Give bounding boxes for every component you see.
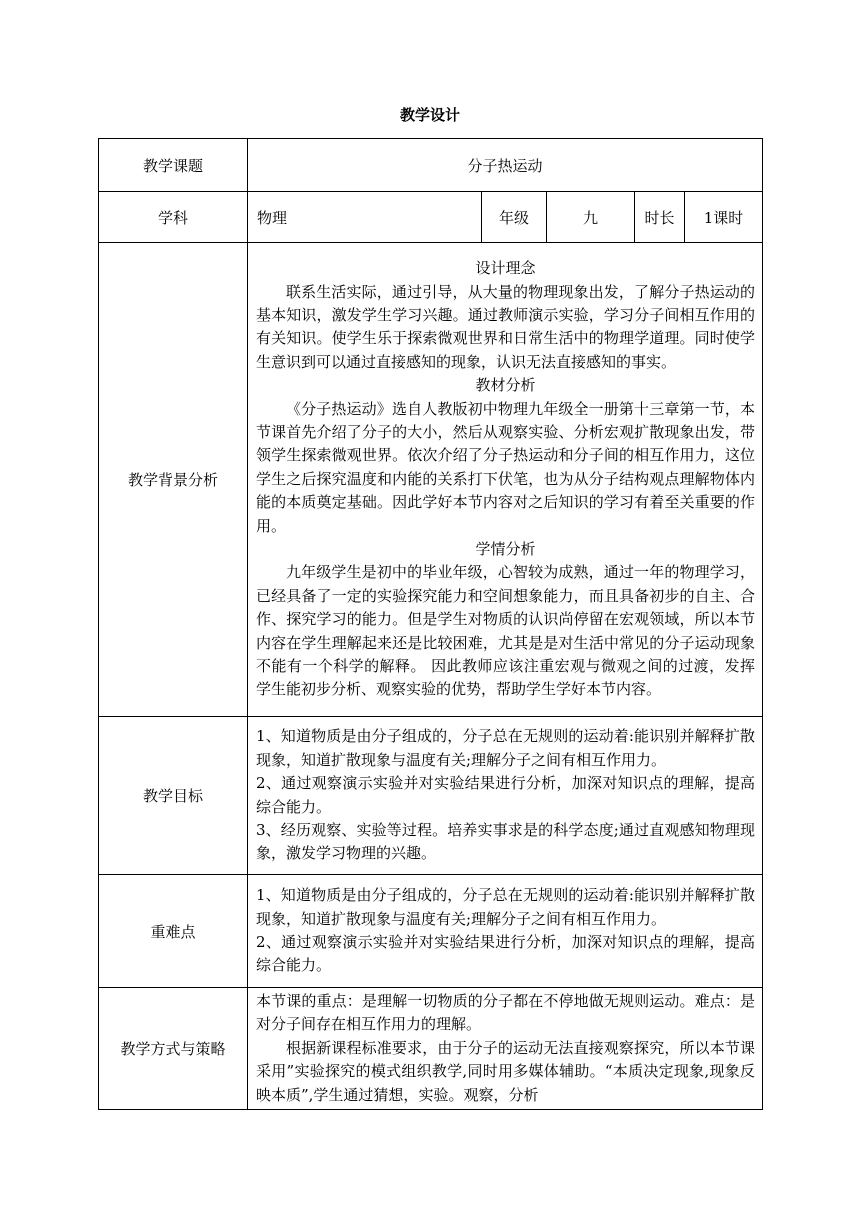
key-point-item: 2、通过观察演示实验并对实验结果进行分析，加深对知识点的理解，提高综合能力。 bbox=[256, 933, 755, 975]
design-concept-heading: 设计理念 bbox=[475, 259, 536, 278]
topic-label: 教学课题 bbox=[99, 139, 248, 192]
topic-row bbox=[99, 139, 763, 192]
duration-label: 时长 bbox=[635, 192, 685, 243]
objective-item: 2、通过观察演示实验并对实验结果进行分析，加深对知识点的理解，提高综合能力。 bbox=[256, 774, 755, 816]
lesson-plan-table bbox=[98, 138, 763, 1110]
methods-paragraph: 本节课的重点：是理解一切物质的分子都在不停地做无规则运动。难点：是对分子间存在相互作用力的理解。 bbox=[256, 992, 755, 1034]
methods-row bbox=[99, 988, 763, 1110]
objectives-content bbox=[248, 717, 763, 875]
duration-value: 1课时 bbox=[685, 192, 763, 243]
background-content bbox=[248, 243, 763, 717]
textbook-analysis-text: 《分子热运动》选自人教版初中物理九年级全一册第十三章第一节，本节课首先介绍了分子的大小，然后从观察实验、分析宏观扩散现象出发，带领学生探索微观世界。依次介绍了分子热运动和分子间的相互作用力，这位学生之后探究温度和内能的关系打下伏笔，也为从分子结构观点理解物体内能的本质奠定基础。因此学好本节内容对之后知识的学习有着至关重要的作用。 bbox=[256, 399, 755, 535]
background-label: 教学背景分析 bbox=[99, 243, 248, 717]
objectives-label: 教学目标 bbox=[99, 717, 248, 875]
subject-row bbox=[99, 192, 763, 243]
design-concept-text: 联系生活实际，通过引导，从大量的物理现象出发，了解分子热运动的基本知识，激发学生学习兴趣。通过教师演示实验，学习分子间相互作用的有关知识。使学生乐于探索微观世界和日常生活中的物理学道理。同时使学生意识到可以通过直接感知的现象，认识无法直接感知的事实。 bbox=[256, 282, 755, 371]
grade-value: 九 bbox=[547, 192, 635, 243]
topic-value: 分子热运动 bbox=[248, 139, 763, 192]
key-points-content bbox=[248, 875, 763, 988]
student-analysis-text: 九年级学生是初中的毕业年级，心智较为成熟，通过一年的物理学习，已经具备了一定的实验探究能力和空间想象能力，而且具备初步的自主、合作、探究学习的能力。但是学生对物质的认识尚停留在宏观领域，所以本节内容在学生理解起来还是比较困难，尤其是是对生活中常见的分子运动现象不能有一个科学的解释。 因此教师应该注重宏观与微观之间的过渡，发挥学生能初步分析、观察实验的优势，帮助学生学好本节内容。 bbox=[256, 563, 755, 699]
key-points-label: 重难点 bbox=[99, 875, 248, 988]
methods-label: 教学方式与策略 bbox=[99, 988, 248, 1110]
objective-item: 1、知道物质是由分子组成的，分子总在无规则的运动着:能识别并解释扩散现象，知道扩散现象与温度有关;理解分子之间有相互作用力。 bbox=[256, 727, 755, 769]
key-point-item: 1、知道物质是由分子组成的，分子总在无规则的运动着:能识别并解释扩散现象，知道扩散现象与温度有关;理解分子之间有相互作用力。 bbox=[256, 886, 755, 928]
subject-label: 学科 bbox=[99, 192, 248, 243]
student-analysis-heading: 学情分析 bbox=[475, 540, 536, 559]
grade-label: 年级 bbox=[482, 192, 547, 243]
textbook-analysis-heading: 教材分析 bbox=[475, 376, 536, 395]
objective-item: 3、经历观察、实验等过程。培养实事求是的科学态度;通过直观感知物理现象，激发学习物理的兴趣。 bbox=[256, 820, 755, 863]
key-points-row bbox=[99, 875, 763, 988]
methods-paragraph: 根据新课程标准要求，由于分子的运动无法直接观察探究，所以本节课采用”实验探究的模式组织教学,同时用多媒体辅助。“本质决定现象,现象反映本质”,学生通过猜想，实验。观察，分析 bbox=[256, 1038, 755, 1104]
methods-content bbox=[248, 988, 763, 1110]
objectives-row bbox=[99, 717, 763, 875]
document-title: 教学设计 bbox=[399, 106, 460, 124]
background-row bbox=[99, 243, 763, 717]
subject-value: 物理 bbox=[248, 192, 482, 243]
